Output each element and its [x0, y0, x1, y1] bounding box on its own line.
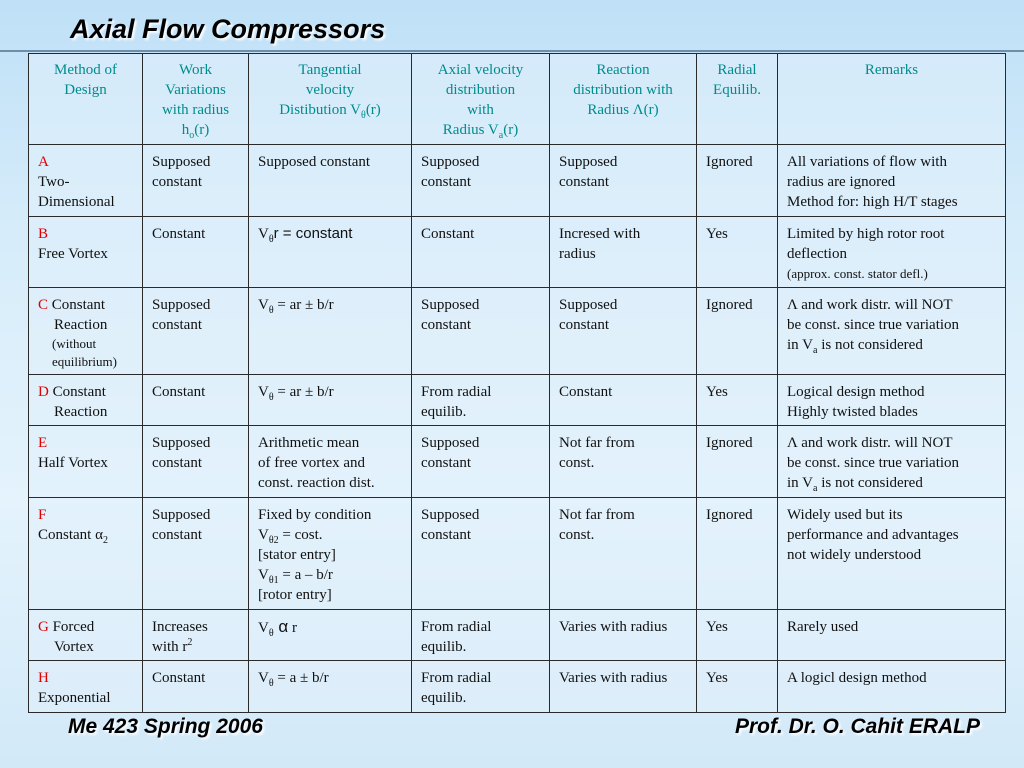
axial-cell: From radial equilib. [412, 375, 550, 426]
tangential-cell: $V_\theta$ = ar ± b/r [249, 288, 412, 375]
table-row-g [29, 610, 1006, 661]
reaction-cell: Not far from const. [550, 498, 697, 610]
axial-cell: Supposed constant [412, 145, 550, 217]
axial-cell: Supposed constant [412, 426, 550, 498]
method-cell: F Constant $\alpha_2$ [29, 498, 143, 610]
table-row-f [29, 498, 1006, 610]
work-cell: Constant [143, 375, 249, 426]
reaction-cell: Varies with radius [550, 610, 697, 661]
method-cell: B Free Vortex [29, 217, 143, 288]
table-row-h [29, 661, 1006, 713]
header-remarks: Remarks [778, 54, 1006, 145]
method-cell: G Forced Vortex [29, 610, 143, 661]
header-method: Method of Design [29, 54, 143, 145]
axial-cell: Supposed constant [412, 498, 550, 610]
tangential-cell: Arithmetic mean of free vortex and const. reaction dist. [249, 426, 412, 498]
radial-cell: Ignored [697, 498, 778, 610]
work-cell: Increases with $r^2$ [143, 610, 249, 661]
remarks-cell: All variations of flow with radius are ignored Method for: high H/T stages [778, 145, 1006, 217]
tangential-cell: $V_\theta$ = ar ± b/r [249, 375, 412, 426]
reaction-cell: Varies with radius [550, 661, 697, 713]
reaction-cell: Not far from const. [550, 426, 697, 498]
axial-cell: Supposed constant [412, 288, 550, 375]
course-footer: Me 423 Spring 2006 [68, 715, 263, 738]
method-cell: H Exponential [29, 661, 143, 713]
tangential-cell: $V_\theta r$ = constant [249, 217, 412, 288]
header-row [29, 54, 1006, 145]
work-cell: Supposed constant [143, 498, 249, 610]
header-tangential: Tangential velocity Distibution $V_\theta(r)$ [249, 54, 412, 145]
work-cell: Supposed constant [143, 426, 249, 498]
remarks-cell: Rarely used [778, 610, 1006, 661]
tangential-cell: $V_\theta = a \pm b/r$ [249, 661, 412, 713]
work-cell: Supposed constant [143, 288, 249, 375]
radial-cell: Ignored [697, 426, 778, 498]
method-cell: A Two- Dimensional [29, 145, 143, 217]
design-methods-table [28, 53, 1006, 713]
radial-cell: Ignored [697, 288, 778, 375]
method-cell: C Constant Reaction (without equilibrium) [29, 288, 143, 375]
table-row-a [29, 145, 1006, 217]
remarks-cell: Widely used but its performance and advantages not widely understood [778, 498, 1006, 610]
header-axial: Axial velocity distribution with Radius $V_a(r)$ [412, 54, 550, 145]
remarks-cell: Limited by high rotor root deflection (approx. const. stator defl.) [778, 217, 1006, 288]
axial-cell: From radial equilib. [412, 610, 550, 661]
axial-cell: From radial equilib. [412, 661, 550, 713]
page-title: Axial Flow Compressors [70, 14, 386, 44]
remarks-cell: Λ and work distr. will NOT be const. since true variation in $V_a$ is not considered [778, 288, 1006, 375]
reaction-cell: Supposed constant [550, 288, 697, 375]
header-reaction: Reaction distribution with Radius Λ(r) [550, 54, 697, 145]
axial-cell: Constant [412, 217, 550, 288]
table-row-c [29, 288, 1006, 375]
radial-cell: Ignored [697, 145, 778, 217]
author-footer: Prof. Dr. O. Cahit ERALP [734, 715, 980, 738]
work-cell: Constant [143, 661, 249, 713]
header-work: Work Variations with radius $h_o(r)$ [143, 54, 249, 145]
reaction-cell: Supposed constant [550, 145, 697, 217]
tangential-cell: Fixed by condition $V_{\theta 2} = \cos t$. [stator entry] $V_{\theta 1} = a - b/r$ [rotor entry] [249, 498, 412, 610]
radial-cell: Yes [697, 661, 778, 713]
table-row-e [29, 426, 1006, 498]
work-cell: Constant [143, 217, 249, 288]
title-divider [0, 50, 1024, 52]
method-cell: D Constant Reaction [29, 375, 143, 426]
method-cell: E Half Vortex [29, 426, 143, 498]
tangential-cell: $V_\theta$ α r [249, 610, 412, 661]
table-row-b [29, 217, 1006, 288]
work-cell: Supposed constant [143, 145, 249, 217]
table-row-d [29, 375, 1006, 426]
radial-cell: Yes [697, 375, 778, 426]
tangential-cell: Supposed constant [249, 145, 412, 217]
radial-cell: Yes [697, 217, 778, 288]
header-radial: Radial Equilib. [697, 54, 778, 145]
reaction-cell: Incresed with radius [550, 217, 697, 288]
remarks-cell: Λ and work distr. will NOT be const. since true variation in $V_a$ is not considered [778, 426, 1006, 498]
remarks-cell: Logical design method Highly twisted blades [778, 375, 1006, 426]
remarks-cell: A logicl design method [778, 661, 1006, 713]
radial-cell: Yes [697, 610, 778, 661]
reaction-cell: Constant [550, 375, 697, 426]
